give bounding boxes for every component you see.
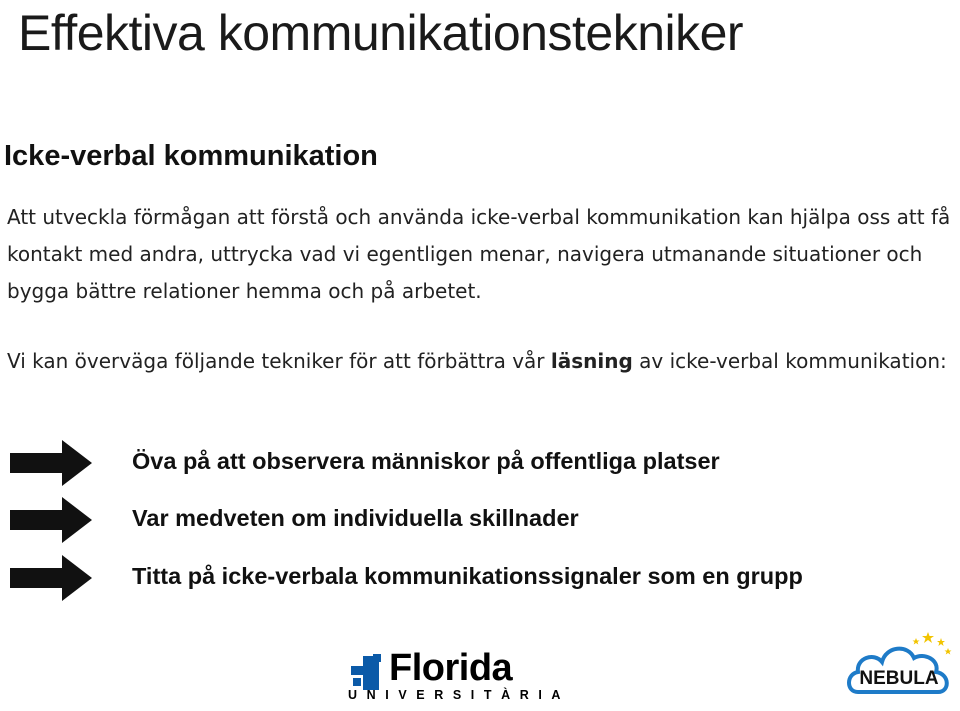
- list-item: [0, 440, 960, 486]
- section-heading: Icke-verbal kommunikation: [4, 140, 378, 172]
- arrow-right-icon: [10, 555, 92, 601]
- intro-paragraph: Att utveckla förmågan att förstå och använda icke-verbal kommunikation kan hjälpa oss att få kontakt med andra, uttrycka vad vi egentligen menar, navigera utmanande situationer och bygga bättre relationer hemma och på arbetet.: [7, 205, 951, 303]
- list-item-text: Öva på att observera människor på offentliga platser: [132, 448, 720, 474]
- list-item-text: Titta på icke-verbala kommunikationssignaler som en grupp: [132, 563, 803, 589]
- nebula-cloud-icon: [844, 622, 956, 707]
- florida-emblem-icon: [347, 654, 387, 692]
- slide-title: Effektiva kommunikationstekniker: [18, 5, 744, 61]
- nebula-logo: [844, 622, 956, 707]
- list-item: [0, 497, 960, 543]
- techniques-paragraph-end: av icke-verbal kommunikation:: [632, 349, 947, 373]
- florida-wordmark: Florida: [389, 647, 513, 689]
- techniques-paragraph-emphasis: läsning: [550, 349, 633, 373]
- techniques-paragraph-start: Vi kan överväga följande tekniker för att förbättra vår: [7, 349, 551, 373]
- list-item-text: Var medveten om individuella skillnader: [132, 505, 579, 531]
- arrow-right-icon: [10, 497, 92, 543]
- techniques-paragraph: [7, 343, 952, 380]
- arrow-right-icon: [10, 440, 92, 486]
- florida-subword: UNIVERSITÀRIA: [348, 688, 571, 702]
- florida-universitaria-logo: [345, 647, 571, 707]
- list-item: [0, 555, 960, 601]
- nebula-wordmark: NEBULA: [859, 668, 939, 689]
